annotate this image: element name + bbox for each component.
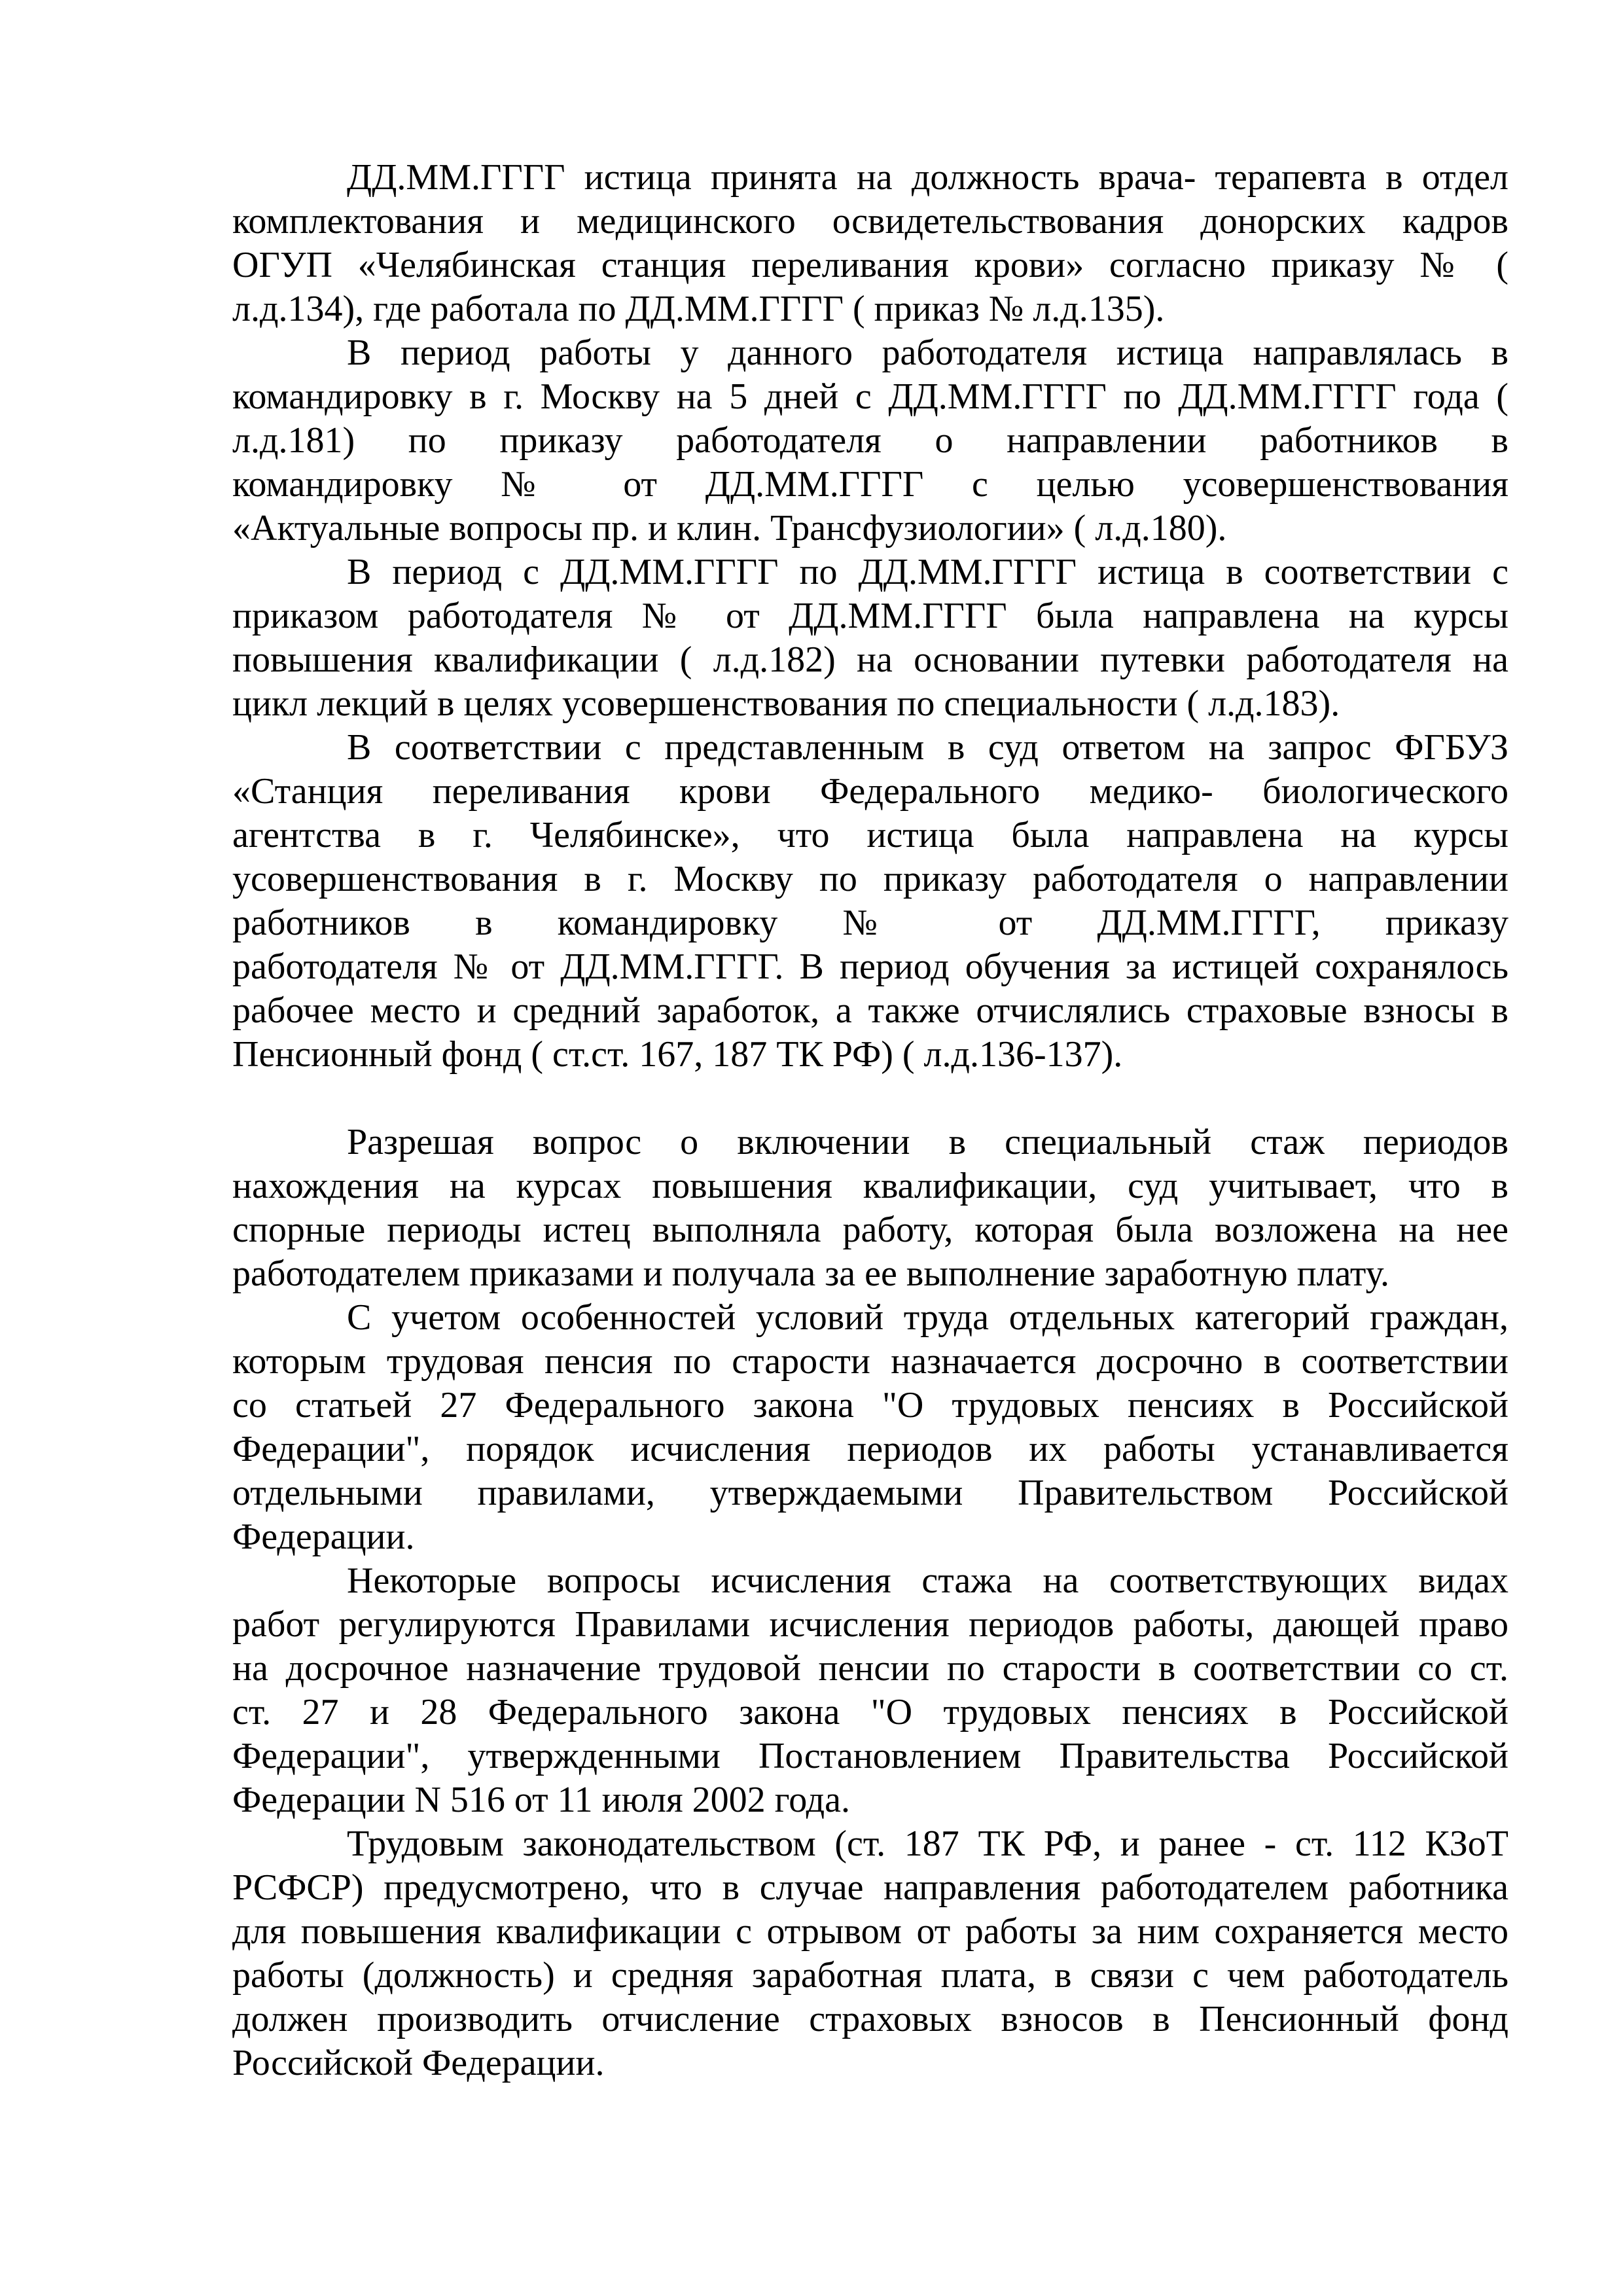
paragraph [232,1121,1508,1296]
text-line: нахождения на курсах повышения квалификации, суд учитывает, что в [232,1166,1508,1206]
text-line: В период работы у данного работодателя истица направлялась в [347,332,1508,373]
text-line: л.д.181) по приказу работодателя о направлении работников в [232,420,1508,461]
text-line: Пенсионный фонд ( ст.ст. 167, 187 ТК РФ) ( л.д.136-137). [232,1034,1123,1075]
text-line: работодателем приказами и получала за ее выполнение заработную плату. [232,1253,1390,1294]
text-line: ст. 27 и 28 Федерального закона "О трудовых пенсиях в Российской [232,1692,1508,1732]
text-line: повышения квалификации ( л.д.182) на основании путевки работодателя на [232,639,1508,680]
paragraph [232,726,1508,1077]
text-line: Федерации N 516 от 11 июля 2002 года. [232,1780,850,1820]
text-line: Некоторые вопросы исчисления стажа на соответствующих видах [347,1560,1508,1601]
document-body [232,156,1508,2085]
blank-line [232,1077,1508,1121]
text-line: работодателя № от ДД.ММ.ГГГГ. В период обучения за истицей сохранялось [232,946,1508,987]
text-line: Трудовым законодательством (ст. 187 ТК РФ, и ранее - ст. 112 КЗоТ [347,1823,1508,1864]
text-line: приказом работодателя № от ДД.ММ.ГГГГ была направлена на курсы [232,596,1508,636]
paragraph [232,331,1508,550]
text-line: усовершенствования в г. Москву по приказу работодателя о направлении [232,859,1508,899]
text-line: Разрешая вопрос о включении в специальный стаж периодов [347,1122,1508,1162]
text-line: рабочее место и средний заработок, а также отчислялись страховые взносы в [232,990,1508,1031]
text-line [232,1077,1508,1121]
text-line: должен производить отчисление страховых взносов в Пенсионный фонд [232,1999,1508,2039]
text-line: командировку № от ДД.ММ.ГГГГ с целью усовершенствования [232,464,1508,505]
text-line: со статьей 27 Федерального закона "О трудовых пенсиях в Российской [232,1385,1508,1426]
text-line: командировку в г. Москву на 5 дней с ДД.ММ.ГГГГ по ДД.ММ.ГГГГ года ( [232,376,1508,417]
text-line: ОГУП «Челябинская станция переливания крови» согласно приказу № ( [232,245,1508,285]
text-line: ДД.ММ.ГГГГ истица принята на должность врача- терапевта в отдел [347,157,1508,198]
text-line: спорные периоды истец выполняла работу, которая была возложена на нее [232,1210,1508,1250]
text-line: РСФСР) предусмотрено, что в случае направления работодателем работника [232,1867,1508,1908]
text-line: В соответствии с представленным в суд ответом на запрос ФГБУЗ [347,727,1508,768]
paragraph [232,1559,1508,1822]
text-line: работ регулируются Правилами исчисления периодов работы, дающей право [232,1604,1508,1645]
paragraph [232,1296,1508,1559]
text-line: «Актуальные вопросы пр. и клин. Трансфузиологии» ( л.д.180). [232,508,1227,548]
text-line: л.д.134), где работала по ДД.ММ.ГГГГ ( приказ № л.д.135). [232,289,1165,329]
paragraph [232,550,1508,726]
text-line: В период с ДД.ММ.ГГГГ по ДД.ММ.ГГГГ истица в соответствии с [347,552,1508,592]
text-line: Федерации", порядок исчисления периодов их работы устанавливается [232,1429,1508,1469]
text-line: агентства в г. Челябинске», что истица была направлена на курсы [232,815,1508,855]
text-line: «Станция переливания крови Федерального медико- биологического [232,771,1508,812]
text-line: для повышения квалификации с отрывом от работы за ним сохраняется место [232,1911,1508,1952]
text-line: Российской Федерации. [232,2043,605,2083]
text-line: которым трудовая пенсия по старости назначается досрочно в соответствии [232,1341,1508,1382]
text-line: С учетом особенностей условий труда отдельных категорий граждан, [347,1297,1508,1338]
text-line: отдельными правилами, утверждаемыми Правительством Российской [232,1473,1508,1513]
text-line: Федерации", утвержденными Постановлением Правительства Российской [232,1736,1508,1776]
text-line: комплектования и медицинского освидетельствования донорских кадров [232,201,1508,242]
document-page [232,156,1508,2085]
text-line: Федерации. [232,1516,415,1557]
paragraph [232,156,1508,331]
text-line: цикл лекций в целях усовершенствования по специальности ( л.д.183). [232,683,1340,724]
paragraph [232,1822,1508,2085]
text-line: работы (должность) и средняя заработная плата, в связи с чем работодатель [232,1955,1508,1996]
text-line: работников в командировку № от ДД.ММ.ГГГГ, приказу [232,903,1508,943]
text-line: на досрочное назначение трудовой пенсии по старости в соответствии со ст. [232,1648,1508,1689]
